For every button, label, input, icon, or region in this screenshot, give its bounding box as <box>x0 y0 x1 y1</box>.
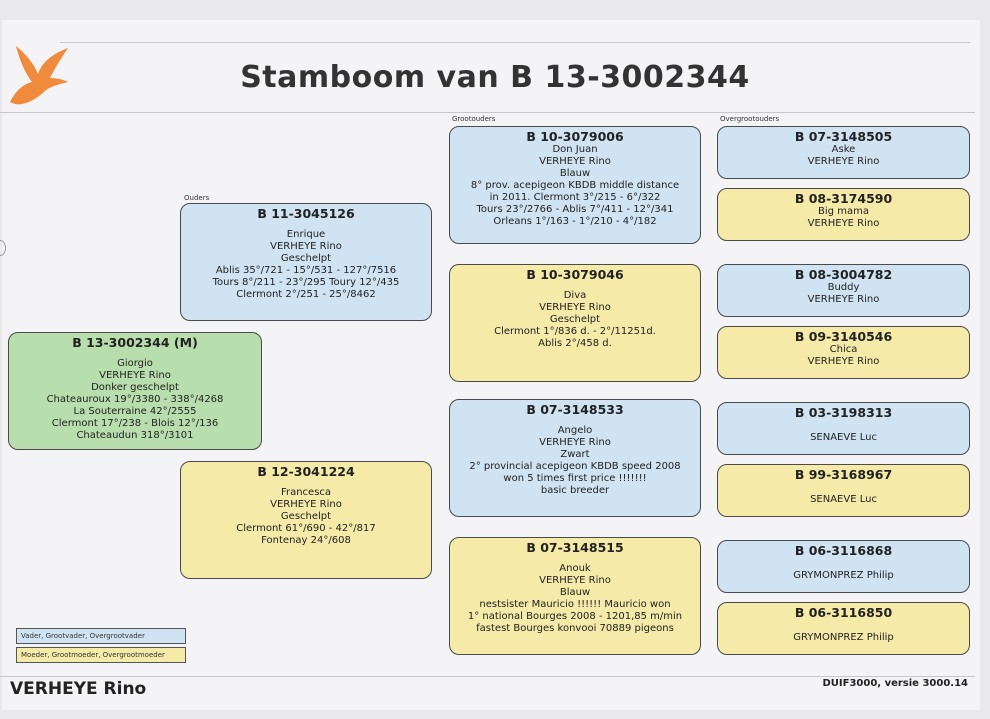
great-grandparent-card[interactable] <box>717 602 970 655</box>
owner: VERHEYE Rino <box>807 218 880 229</box>
owner: SENAEVE Luc <box>810 432 877 443</box>
grandfather-maternal-card[interactable] <box>449 399 701 517</box>
result-line: fastest Bourges konvooi 70889 pigeons <box>476 623 674 634</box>
color: Geschelpt <box>549 314 601 325</box>
pigeon-name <box>718 558 969 570</box>
ring-number: B 08-3174590 <box>794 191 893 206</box>
owner: VERHEYE Rino <box>807 356 880 367</box>
grandfather-paternal-card[interactable] <box>449 126 701 244</box>
result-line: Chateauroux 19°/3380 - 338°/4268 <box>46 394 224 405</box>
ring-number: B 12-3041224 <box>257 464 355 479</box>
color: Geschelpt <box>280 511 332 522</box>
pigeon-name <box>718 620 969 632</box>
result-line: won 5 times first price !!!!!!! <box>503 473 647 484</box>
result-line: 8° prov. acepigeon KBDB middle distance <box>470 180 680 191</box>
legend-male: Vader, Grootvader, Overgrootvader <box>16 628 186 644</box>
ring-number: B 99-3168967 <box>794 467 893 482</box>
column-label-great-grandparents: Overgrootouders <box>720 115 780 123</box>
owner: VERHEYE Rino <box>539 156 611 167</box>
result-line: Clermont 61°/690 - 42°/817 <box>236 523 376 534</box>
great-grandparent-card[interactable] <box>717 126 970 179</box>
great-grandparent-card[interactable] <box>717 188 970 241</box>
result-line: 2° provincial acepigeon KBDB speed 2008 <box>469 461 681 472</box>
pigeon-name: Giorgio <box>117 358 153 369</box>
pigeon-name <box>718 482 969 494</box>
pigeon-name: Anouk <box>559 563 591 574</box>
owner: VERHEYE Rino <box>270 499 342 510</box>
owner: VERHEYE Rino <box>539 575 611 586</box>
result-line: basic breeder <box>540 485 610 496</box>
great-grandparent-card[interactable] <box>717 464 970 517</box>
ring-number: B 10-3079046 <box>526 267 624 282</box>
top-rule <box>60 42 970 43</box>
ring-number: B 07-3148515 <box>526 540 624 555</box>
result-line: Clermont 1°/836 d. - 2°/11251d. <box>494 326 656 337</box>
color: Blauw <box>559 587 591 598</box>
legend-female: Moeder, Grootmoeder, Overgrootmoeder <box>16 647 186 663</box>
page-title: Stamboom van B 13-3002344 <box>240 60 750 95</box>
owner: GRYMONPREZ Philip <box>793 632 894 643</box>
mother-card[interactable] <box>180 461 432 579</box>
grandmother-paternal-card[interactable] <box>449 264 701 382</box>
pigeon-name: Diva <box>563 290 587 301</box>
owner: VERHEYE Rino <box>99 370 171 381</box>
pigeon-name: Francesca <box>280 487 332 498</box>
result-line: 1° national Bourges 2008 - 1201,85 m/min <box>467 611 683 622</box>
color: Blauw <box>559 168 591 179</box>
footer-software: DUIF3000, versie 3000.14 <box>822 678 968 689</box>
footer-owner: VERHEYE Rino <box>10 679 147 699</box>
result-line: Ablis 2°/458 d. <box>538 338 612 349</box>
ring-number: B 10-3079006 <box>526 129 624 144</box>
owner: VERHEYE Rino <box>539 437 611 448</box>
great-grandparent-card[interactable] <box>717 326 970 379</box>
result-line: Tours 8°/211 - 23°/295 Toury 12°/435 <box>212 277 400 288</box>
result-line: Clermont 2°/251 - 25°/8462 <box>236 289 376 300</box>
owner: VERHEYE Rino <box>270 241 342 252</box>
owner: VERHEYE Rino <box>539 302 611 313</box>
pigeon-name: Buddy <box>827 282 860 293</box>
great-grandparent-card[interactable] <box>717 264 970 317</box>
owner: SENAEVE Luc <box>810 494 877 505</box>
result-line: Chateaudun 318°/3101 <box>76 430 194 441</box>
ring-number: B 06-3116868 <box>794 543 893 558</box>
result-line: nestsister Mauricio !!!!!! Mauricio won <box>479 599 671 610</box>
footer-rule <box>0 676 975 677</box>
pigeon-name <box>718 420 969 432</box>
grandmother-maternal-card[interactable] <box>449 537 701 655</box>
great-grandparent-card[interactable] <box>717 402 970 455</box>
pigeon-name: Enrique <box>286 229 326 240</box>
ring-number: B 13-3002344 (M) <box>72 335 198 350</box>
owner: VERHEYE Rino <box>807 294 880 305</box>
pigeon-name: Don Juan <box>552 144 598 155</box>
result-line: Clermont 17°/238 - Blois 12°/136 <box>51 418 219 429</box>
ring-number: B 07-3148505 <box>794 129 893 144</box>
pigeon-name: Aske <box>831 144 856 155</box>
ring-number: B 07-3148533 <box>526 402 624 417</box>
pigeon-name: Chica <box>829 344 858 355</box>
great-grandparent-card[interactable] <box>717 540 970 593</box>
pigeon-name: Big mama <box>818 206 869 217</box>
subject-card[interactable] <box>8 332 262 450</box>
result-line: Tours 23°/2766 - Ablis 7°/411 - 12°/341 <box>476 204 674 215</box>
result-line: Ablis 35°/721 - 15°/531 - 127°/7516 <box>215 265 397 276</box>
ring-number: B 06-3116850 <box>794 605 893 620</box>
ring-number: B 11-3045126 <box>257 206 355 221</box>
owner: VERHEYE Rino <box>807 156 880 167</box>
father-card[interactable] <box>180 203 432 321</box>
pigeon-name: Angelo <box>557 425 593 436</box>
result-line: La Souterraine 42°/2555 <box>73 406 197 417</box>
owner: GRYMONPREZ Philip <box>793 570 894 581</box>
result-line: Fontenay 24°/608 <box>261 535 351 546</box>
color: Donker geschelpt <box>91 382 179 393</box>
ring-number: B 09-3140546 <box>794 329 893 344</box>
result-line: in 2011. Clermont 3°/215 - 6°/322 <box>489 192 661 203</box>
ring-number: B 08-3004782 <box>794 267 893 282</box>
column-label-parents: Ouders <box>184 194 210 202</box>
header-rule <box>0 112 975 113</box>
ring-number: B 03-3198313 <box>794 405 893 420</box>
column-label-grandparents: Grootouders <box>452 115 496 123</box>
color: Zwart <box>560 449 590 460</box>
result-line: Orleans 1°/163 - 1°/210 - 4°/182 <box>493 216 657 227</box>
color: Geschelpt <box>280 253 332 264</box>
